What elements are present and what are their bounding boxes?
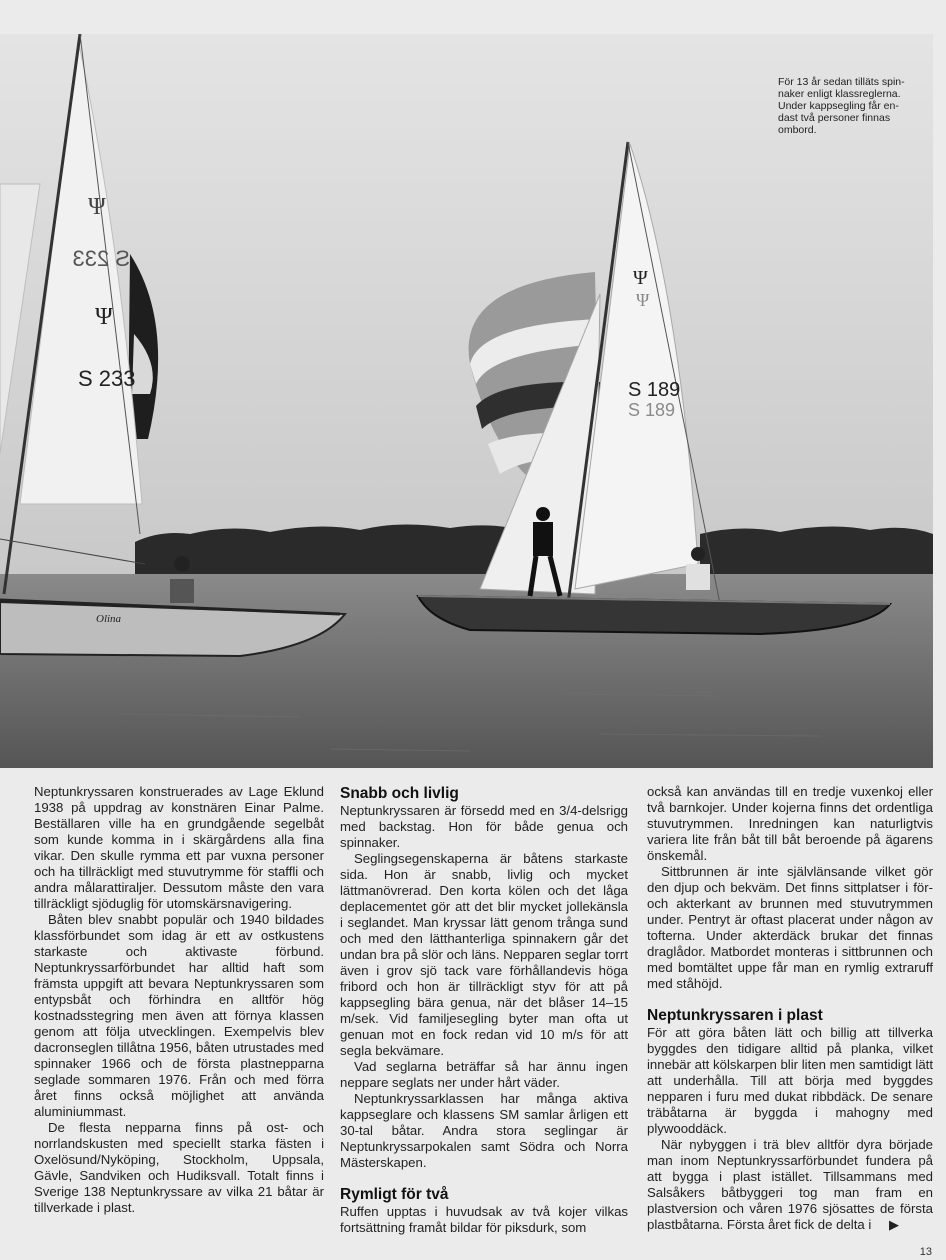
sail-number-left: S 233 [78,366,136,391]
paragraph [647,1137,933,1233]
class-symbol-left-1: Ψ [88,194,106,220]
paragraph: Ruffen upptas i huvudsak av två kojer vilkas fortsättning framåt bildar för piksdurk, som [340,1204,628,1235]
class-symbol-right-1: Ψ [633,267,648,289]
paragraph: Seglingsegenskaperna är båtens starkaste sida. Hon är snabb, livlig och mycket lättmanövrerad. Den korta kölen och det låga deplacementet gör att det blir mycket jollekänsla i seglandet. Man kryssar lätt genom trånga sund och med den lätthanterliga spinnakern går det undan bra på slör och läns. Nepparen seglar torrt även i grov sjö tack vare förhållandevis höga fribord och hon är tillräckligt styv för att på kappsegling bära genua, när det blåser 14–15 m/sek. Vid familjesegling byter man ofta ut genuan mot en fock redan vid 10 m/s för att segla bekvämare. [340,851,628,1058]
paragraph: Vad seglarna beträffar så har ännu ingen neppare seglats ner under hårt väder. [340,1059,628,1090]
paragraph-text: När nybyggen i trä blev alltför dyra började man inom Neptunkryssarförbundet fundera på att bygga i plast istället. Tillsammans med Salsåkers båtbyggeri tog man fram en plastversion och våren 1976 sjösattes de första plastbåtarna. Första året fick de delta i [647,1137,933,1232]
sail-number-right-mirror: S 189 [628,400,676,420]
paragraph: För att göra båten lätt och billig att tillverka byggdes den tidigare alltid på planka, vilket innebär att kölskarpen blir liten men samtidigt lätt att underhålla. Till att börja med byggdes nepparen i furu med dukat ribbdäck. De senare träbåtarna är byggda i mahogny med plywooddäck. [647,1025,933,1136]
page-number: 13 [919,1246,932,1258]
section-heading: Neptunkryssaren i plast [647,1007,823,1024]
paragraph: Neptunkryssaren är försedd med en 3/4-delsrigg med backstag. Hon för både genua och spinnaker. [340,803,628,850]
paragraph: Sittbrunnen är inte självlänsande vilket gör den djup och bekväm. Det finns sittplatser i för- och akterkant av brunnen med stuvutrymmen under. Pentryt är oftast placerat under någon av tofterna. Under akterdäck brukar det finnas draglådor. Matbordet monteras i sittbrunnen och med bomtältet uppe får man en rymlig extraruff med ståhöjd. [647,864,933,991]
paragraph: Neptunkryssaren konstruerades av Lage Eklund 1938 på uppdrag av konstnären Einar Palme. Beställaren ville ha en grundgående segelbåt som kunde komma in i skärgårdens alla fina vikar. Den skulle rymma ett par vuxna personer och ha tillräckligt med stuvutrymme för staffli och andra målarattiraljer. Dessutom måste den vara tillräckligt sjöduglig för utomskärsnavigering. [34,784,324,911]
sailboats-illustration [0,34,933,768]
sailboat-photo [0,34,933,768]
continue-arrow-icon: ▶ [888,1217,900,1232]
sail-number-right: S 189 [628,379,681,401]
article-column-3 [647,784,933,1233]
section-heading: Rymligt för två [340,1186,449,1203]
paragraph: också kan användas till en tredje vuxenkoj eller två barnkojer. Under kojerna finns det ordentliga stuvutrymmen. Inredningen kan naturligtvis variera lite från båt till båt beroende på ägarens önskemål. [647,784,933,863]
class-symbol-right-2: Ψ [636,290,650,310]
paragraph: Neptunkryssarklassen har många aktiva kappseglare och klassens SM samlar årligen ett 30-tal båtar. Andra stora seglingar är Neptunkryssarpokalen samt Södra och Norra Mästerskapen. [340,1091,628,1170]
paragraph: De flesta nepparna finns på ost- och norrlandskusten med speciellt starka fästen i Oxelösund/Nyköping, Stockholm, Uppsala, Gävle, Sandviken och Hudiksvall. Totalt finns i Sverige 138 Neptunkryssare av vilka 21 båtar är tillverkade i plast. [34,1120,324,1215]
photo-caption: För 13 år sedan tilläts spin- naker enligt klassreglerna. Under kappsegling får en- dast två personer finnas ombord. [778,76,905,136]
paragraph: Båten blev snabbt populär och 1940 bildades klassförbundet som idag är ett av ostkustens starkaste och aktivaste förbund. Neptunkryssarförbundet har alltid haft som främsta uppgift att bevara Neptunkryssaren som entypsbåt och förhindra en alltför hög kostnadsstegring men även att förnya klassen genom att följa utvecklingen. Exempelvis blev dacronseglen tillåtna 1956, båten utrustades med spinnaker 1966 och de första plastnepparna seglade sommaren 1976. Från och med förra året finns också möjlighet att använda aluminiummast. [34,912,324,1119]
class-symbol-left-2: Ψ [95,304,113,330]
hull-name: Olina [96,613,122,625]
article-column-1 [34,784,324,1216]
section-heading: Snabb och livlig [340,785,459,802]
article-column-2 [340,784,628,1236]
sail-number-left-mirror: S 233 [72,246,130,271]
